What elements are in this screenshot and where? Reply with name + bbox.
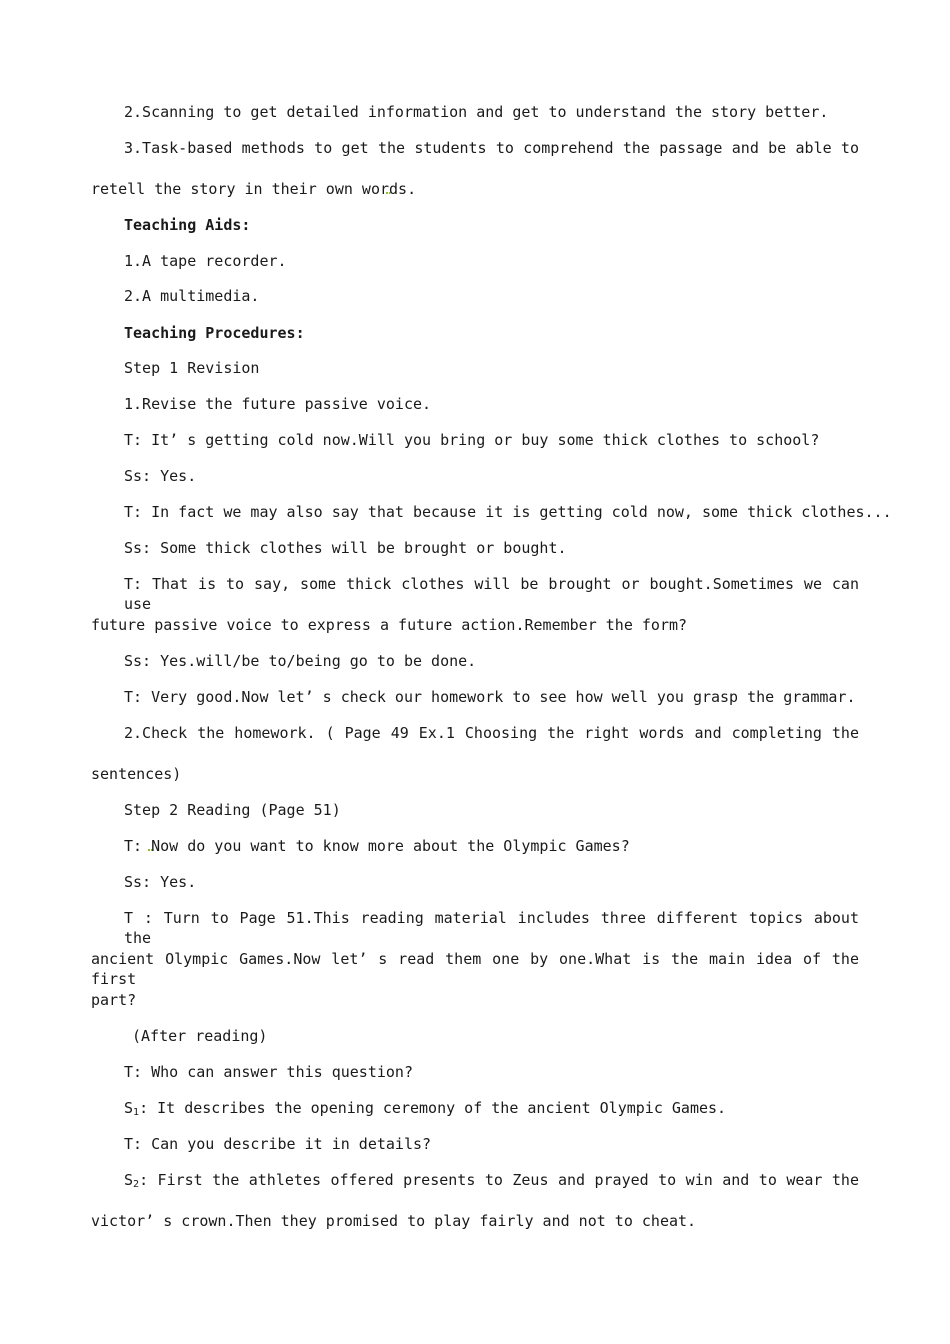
t-now-rest: Now do you want to know more about the Olympic Games?	[151, 837, 630, 855]
text-line-victor: victor’ s crown.Then they promised to play fairly and not to cheat.	[91, 1212, 697, 1230]
text-line-tape-recorder: 1.A tape recorder.	[124, 252, 287, 270]
text-line-ss-form: Ss: Yes.will/be to/being go to be done.	[124, 652, 477, 670]
text-line-future-passive: future passive voice to express a future action.Remember the form?	[91, 616, 688, 634]
text-line-t-that-is: T: That is to say, some thick clothes will be brought or bought.Sometimes we can use	[124, 575, 859, 613]
text-line-t-cold: T: It’ s getting cold now.Will you bring or buy some thick clothes to school?	[124, 431, 820, 449]
text-line-t-now	[124, 836, 630, 856]
t-now-prefix: T:	[124, 837, 152, 855]
text-line-sentences: sentences)	[91, 765, 182, 783]
text-line-ss-yes-1: Ss: Yes.	[124, 467, 197, 485]
text-line-t-describe: T: Can you describe it in details?	[124, 1135, 432, 1153]
s2-text: : First the athletes offered presents to Zeus and prayed to win and to wear the	[139, 1171, 859, 1189]
heading-teaching-aids: Teaching Aids:	[124, 216, 251, 234]
text-line-ancient: ancient Olympic Games.Now let’ s read them one by one.What is the main idea of the first	[91, 950, 859, 988]
speaker-s2-number: 2	[133, 1179, 140, 1190]
text-line-ss-thick: Ss: Some thick clothes will be brought or bought.	[124, 539, 567, 557]
retell-text-start: retell the story in their own wor	[91, 180, 390, 198]
speaker-s1: S	[124, 1099, 134, 1117]
text-line-check-homework: 2.Check the homework. ( Page 49 Ex.1 Choosing the right words and completing the	[124, 724, 859, 742]
speaker-s1-number: 1	[133, 1107, 140, 1118]
text-line-t-who: T: Who can answer this question?	[124, 1063, 413, 1081]
speaker-s2: S	[124, 1171, 134, 1189]
text-line-ss-yes-2: Ss: Yes.	[124, 873, 197, 891]
text-line-task-based: 3.Task-based methods to get the students to comprehend the passage and be able to	[124, 139, 859, 157]
text-line-t-turn: T : Turn to Page 51.This reading material includes three different topics about the	[124, 909, 859, 947]
text-line-multimedia: 2.A multimedia.	[124, 287, 260, 305]
text-line-part: part?	[91, 991, 137, 1009]
text-line-s2	[124, 1170, 859, 1195]
text-line-revise: 1.Revise the future passive voice.	[124, 395, 432, 413]
text-line-retell	[91, 179, 416, 199]
s1-text: : It describes the opening ceremony of the ancient Olympic Games.	[139, 1099, 727, 1117]
text-line-after-reading: (After reading)	[132, 1027, 268, 1045]
text-line-t-in-fact: T: In fact we may also say that because it is getting cold now, some thick clothes...	[124, 503, 892, 521]
text-line-t-good: T: Very good.Now let’ s check our homework to see how well you grasp the grammar.	[124, 688, 856, 706]
text-line-step2: Step 2 Reading (Page 51)	[124, 801, 341, 819]
text-line-step1: Step 1 Revision	[124, 359, 260, 377]
text-line-s1	[124, 1098, 726, 1123]
heading-teaching-procedures: Teaching Procedures:	[124, 324, 305, 342]
text-line-scanning: 2.Scanning to get detailed information and get to understand the story better.	[124, 103, 829, 121]
retell-text-end: ds.	[389, 180, 417, 198]
